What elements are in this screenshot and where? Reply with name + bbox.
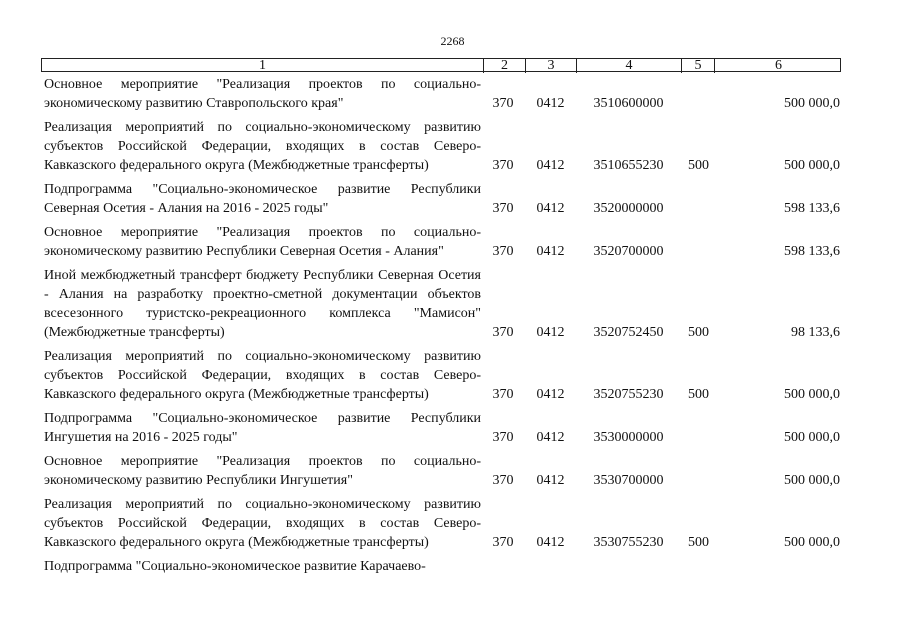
row-col-3: 0412 bbox=[536, 201, 565, 216]
row-col-2: 370 bbox=[492, 158, 514, 173]
row-description: Основное мероприятие "Реализация проектов по социально-экономическому развитию Ставропольского края" bbox=[44, 77, 481, 111]
row-col-2: 370 bbox=[492, 430, 514, 445]
row-col-3: 0412 bbox=[536, 535, 565, 550]
row-col-5: 500 bbox=[688, 158, 709, 173]
table-row bbox=[44, 118, 840, 175]
table-row bbox=[44, 347, 840, 404]
header-col-2: 2 bbox=[484, 59, 526, 73]
header-col-4: 4 bbox=[577, 59, 682, 73]
row-amount: 598 133,6 bbox=[784, 201, 840, 216]
row-col-4: 3520752450 bbox=[593, 325, 664, 340]
row-col-2: 370 bbox=[492, 387, 514, 402]
row-amount: 500 000,0 bbox=[784, 430, 840, 445]
header-col-3: 3 bbox=[526, 59, 577, 73]
row-col-5: 500 bbox=[688, 387, 709, 402]
row-col-3: 0412 bbox=[536, 473, 565, 488]
table-header bbox=[41, 58, 841, 72]
row-description: Реализация мероприятий по социально-экономическому развитию субъектов Российской Федерации, входящих в состав Северо-Кавказского федерального округа (Межбюджетные трансферты) bbox=[44, 120, 481, 173]
row-description: Подпрограмма "Социально-экономическое развитие Республики Северная Осетия - Алания на 2016 - 2025 годы" bbox=[44, 182, 481, 216]
row-col-3: 0412 bbox=[536, 387, 565, 402]
row-col-2: 370 bbox=[492, 244, 514, 259]
row-col-3: 0412 bbox=[536, 430, 565, 445]
table-row bbox=[44, 180, 840, 218]
table-body bbox=[44, 75, 840, 576]
row-description: Основное мероприятие "Реализация проектов по социально-экономическому развитию Республики Ингушетия" bbox=[44, 454, 481, 488]
row-amount: 500 000,0 bbox=[784, 473, 840, 488]
row-amount: 500 000,0 bbox=[784, 96, 840, 111]
row-description: Реализация мероприятий по социально-экономическому развитию субъектов Российской Федерации, входящих в состав Северо-Кавказского федерального округа (Межбюджетные трансферты) bbox=[44, 497, 481, 550]
row-col-3: 0412 bbox=[536, 96, 565, 111]
row-col-4: 3510600000 bbox=[593, 96, 664, 111]
row-col-4: 3530000000 bbox=[593, 430, 664, 445]
table-row bbox=[44, 557, 840, 576]
row-col-3: 0412 bbox=[536, 325, 565, 340]
row-col-5: 500 bbox=[688, 535, 709, 550]
row-col-3: 0412 bbox=[536, 158, 565, 173]
row-col-4: 3520755230 bbox=[593, 387, 664, 402]
row-description: Иной межбюджетный трансферт бюджету Республики Северная Осетия - Алания на разработку проектно-сметной документации объектов всесезонного туристско-рекреационного комплекса "Мамисон" (Межбюджетные трансферты) bbox=[44, 268, 481, 340]
row-amount: 98 133,6 bbox=[791, 325, 840, 340]
row-amount: 500 000,0 bbox=[784, 535, 840, 550]
row-col-4: 3520700000 bbox=[593, 244, 664, 259]
table-row bbox=[44, 223, 840, 261]
row-col-2: 370 bbox=[492, 96, 514, 111]
row-col-5: 500 bbox=[688, 325, 709, 340]
row-col-2: 370 bbox=[492, 201, 514, 216]
row-col-4: 3530755230 bbox=[593, 535, 664, 550]
row-col-4: 3510655230 bbox=[593, 158, 664, 173]
table-row bbox=[44, 452, 840, 490]
header-col-6: 6 bbox=[775, 58, 782, 73]
table-row bbox=[44, 266, 840, 342]
row-col-3: 0412 bbox=[536, 244, 565, 259]
row-col-2: 370 bbox=[492, 473, 514, 488]
row-amount: 598 133,6 bbox=[784, 244, 840, 259]
row-amount: 500 000,0 bbox=[784, 158, 840, 173]
header-col-5: 5 bbox=[682, 59, 715, 73]
table-row bbox=[44, 75, 840, 113]
row-description: Подпрограмма "Социально-экономическое развитие Карачаево- bbox=[44, 559, 426, 574]
table-row bbox=[44, 409, 840, 447]
header-col-1: 1 bbox=[42, 59, 484, 73]
table-row bbox=[44, 495, 840, 552]
page-number: 2268 bbox=[440, 34, 465, 48]
row-amount: 500 000,0 bbox=[784, 387, 840, 402]
row-description: Реализация мероприятий по социально-экономическому развитию субъектов Российской Федерации, входящих в состав Северо-Кавказского федерального округа (Межбюджетные трансферты) bbox=[44, 349, 481, 402]
row-col-2: 370 bbox=[492, 325, 514, 340]
row-description: Подпрограмма "Социально-экономическое развитие Республики Ингушетия на 2016 - 2025 годы" bbox=[44, 411, 481, 445]
row-description: Основное мероприятие "Реализация проектов по социально-экономическому развитию Республики Северная Осетия - Алания" bbox=[44, 225, 481, 259]
row-col-4: 3530700000 bbox=[593, 473, 664, 488]
row-col-2: 370 bbox=[492, 535, 514, 550]
row-col-4: 3520000000 bbox=[593, 201, 664, 216]
